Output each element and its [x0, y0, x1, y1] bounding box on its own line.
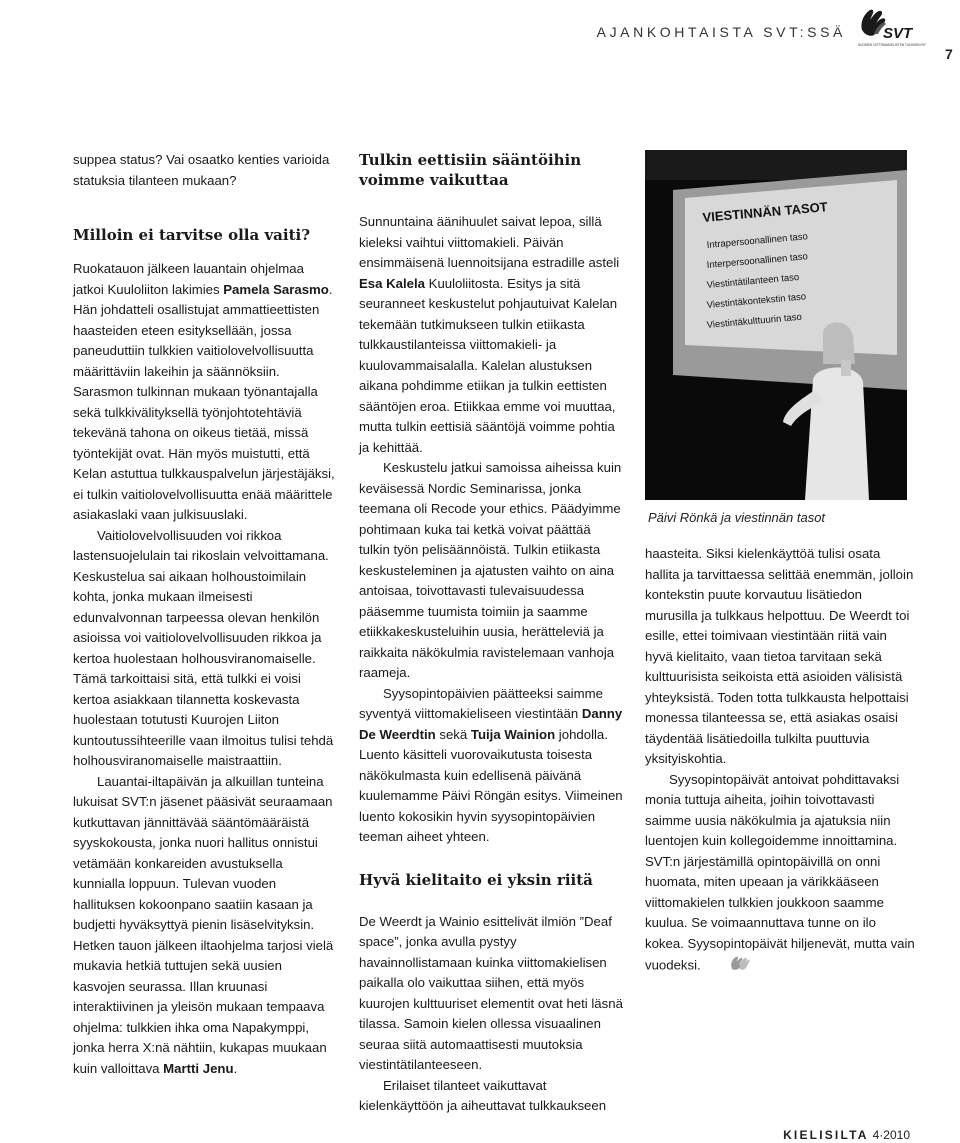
- person-name: Esa Kalela: [359, 275, 425, 291]
- paragraph: Sunnuntaina äänihuulet saivat lepoa, sillä kieleksi vaihtui viittomakieli. Päivän ensimmäisenä luennoitsijana estradille asteli Esa Kalela Kuuloliitosta. Esitys ja sitä seuranneet keskustelut pohjautuivat Kalelan tekemään tutkimukseen tulkin etiikasta tulkkaustilanteissa viittomakieli- ja kuulovammaisalalla. Kalelan alustuksen aikana pohdimme etiikan ja tulkin eettisten sääntöjen eroa. Etiikkaa emme voi muuttaa, mutta tulkin eettisiä sääntöjä voimme pohtia ja kehittää.: [359, 214, 620, 455]
- paragraph: Vaitiolovelvollisuuden voi rikkoa lastensuojelulain tai rikoslain velvoittamana. Keskustelua sai aikaan holhoustoimilain kohta, jonka mukaan ilmeisesti edunvalvonnan tarpeessa olevan henkilön asioissa voi vaitiolovelvollisuuden rikkoa ja kertoa huolestaan holhousviranomaiselle. Tämä tarkoittaisi sitä, että tulkki ei voisi kertoa asiakkaan tilannetta koskevasta huolestaan totutusti Kuurojen Liiton kuntoutussihteerille vaan ilmoitus tulisi tehdä holhousviranomaiselle maistraattiin.: [73, 527, 334, 768]
- paragraph: Syysopintopäivien päätteeksi saimme syventyä viittomakieliseen viestintään Danny De Weerdtin sekä Tuija Wainion johdolla. Luento käsitteli vuorovaikutusta toisesta näkökulmasta kuin edellisenä päivänä kuulemamme Päivi Röngän esitys. Viimeinen luento kokosikin hyvin syysopintopäivien teeman aiheet yhteen.: [359, 685, 623, 844]
- paragraph: Lauantai-iltapäivän ja alkuillan tunteina lukuisat SVT:n jäsenet pääsivät seuraamaan kutkuttavan jännittävää sääntömääräistä syyskokousta, jonka nuori hallitus onnistui vetämään konkareiden avustuksella kunnialla loppuun. Tulevan vuoden hallituksen kokoonpano saatiin kasaan ja budjetti hyväksyttyä pienin lisäselvityksin. Hetken tauon jälkeen iltaohjelma tarjosi vielä mukavia hetkiä tuttujen sekä uusien kasvojen seurassa. Illan kruunasi interaktiivinen ja yleisön mukaan tempaava ohjelma: tulkkien ihka oma Napakymppi, jonka herra X:nä nähtiin, kukapas muukaan kuin valloittava Martti Jenu.: [73, 773, 334, 1076]
- slide-title: VIESTINNÄN TASOT: [701, 199, 829, 225]
- column-3: [645, 544, 915, 979]
- photo-caption: Päivi Rönkä ja viestinnän tasot: [648, 510, 826, 525]
- svt-logo: [856, 4, 926, 48]
- issue-number: 4·2010: [872, 1128, 910, 1142]
- section-title: AJANKOHTAISTA SVT:SSÄ: [596, 24, 846, 40]
- logo-subtext: SUOMEN VIITTOMAKIELISTEN TULKKIEN RY: [858, 43, 926, 47]
- paragraph: Ruokatauon jälkeen lauantain ohjelmaa jatkoi Kuuloliiton lakimies Pamela Sarasmo. Hän johdatteli osallistujat ammattieettisten haasteiden eteen esityksellään, jossa paneuduttiin tulkkien vaitiolovelvollisuutta määrittäviin lakeihin ja säännöksiin. Sarasmon tulkinnan mukaan työnantajalla sekä tulkkivälityksellä työnjohtotehtäviä tekevänä tahona on oikeus tietää, missä työntekijät ovat. Hän myös muistutti, että Kelan astuttua tulkkauspalvelun järjestäjäksi, ei tulkin vaitiolovelvollisuutta enää määrittele asiakaslaki vaan julkisuuslaki.: [73, 261, 335, 522]
- photo: [645, 150, 907, 500]
- person-name: Martti Jenu: [163, 1060, 234, 1076]
- paragraph: haasteita. Siksi kielenkäyttöä tulisi osata hallita ja tarvittaessa selittää enemmän, jolloin kontekstin puute korvautuu lisätiedon murusilla ja tulkkaus helpottuu. De Weerdt toi esille, ettei toimivaan viestintään riitä vain hyvä kielitaito, vaan tietoa tarvitaan sekä kulttuurisista seikoista että asioiden välisistä yhteyksistä. Toden totta tulkkausta helpottaisi monessa tilanteessa se, että asiakas osaisi täydentää lisätiedoilla tulkilta puuttuvia yksityiskohtia.: [645, 546, 914, 766]
- slide-item: Viestintäkontekstin taso: [706, 291, 807, 311]
- paragraph: De Weerdt ja Wainio esittelivät ilmiön ”Deaf space”, jonka avulla pystyy havainnollistamaan kuinka viittomakielisen paikalla olo vaikuttaa siihen, että myös kuurojen kulttuuriset elementit ovat heti läsnä tilassa. Samoin kielen ollessa visuaalinen seuraa siitä automaattisesti muutoksia viestintätilanteeseen.: [359, 913, 623, 1072]
- subheading: Hyvä kielitaito ei yksin riitä: [359, 870, 593, 889]
- page-number: 7: [945, 46, 953, 62]
- column-2: [359, 150, 625, 1117]
- subheading: Milloin ei tarvitse olla vaiti?: [73, 226, 310, 244]
- person-name: Tuija Wainion: [470, 726, 556, 742]
- slide-item: Viestintätilanteen taso: [706, 271, 800, 291]
- person-name: Danny De Weerdtin: [359, 706, 623, 742]
- slide-item: Interpersoonallinen taso: [706, 251, 809, 271]
- paragraph: Syysopintopäivät antoivat pohdittavaksi monia tuttuja aiheita, joihin toivottavasti saimme uusia näkökulmia ja ajatuksia niin luentojen kuin kollegoidemme innoittamina. SVT:n järjestämillä opintopäivillä on onni huomata, miten upeaan ja värikkääseen viittomakielen tulkkien joukkoon saamme kuulua. Se voimaannuttava tunne on ilo kokea. Syysopintopäivät hiljenevät, mutta vain vuodeksi.: [645, 770, 915, 979]
- paragraph: Erilaiset tilanteet vaikuttavat kielenkäyttöön ja aiheuttavat tulkkaukseen: [359, 1077, 607, 1113]
- slide-item: Viestintäkulttuurin taso: [706, 311, 803, 331]
- magazine-name: KIELISILTA: [783, 1128, 869, 1142]
- signing-hands-icon: [705, 954, 751, 979]
- person-name: Pamela Sarasmo: [223, 281, 329, 297]
- column-1: [73, 150, 335, 1079]
- intro-line: suppea status? Vai osaatko kenties varioida: [73, 152, 330, 167]
- paragraph: Keskustelu jatkui samoissa aiheissa kuin keväisessä Nordic Seminarissa, jonka teemana oli Recode your ethics. Päädyimme pohtimaan kuka tai ketkä voivat päättää tulkin työn pelisäännöistä. Tulkin etiikasta keskusteleminen ja ajatusten vaihto on aina antoisaa, toivottavasti tulevaisuudessa pääsemme tuumista toimiin ja saamme etiikkakeskusteluihin uusia, herätteleviä ja raikkaita näkökulmia ravistelemaan vanhoja raameja.: [359, 460, 622, 680]
- intro-line: statuksia tilanteen mukaan?: [73, 172, 237, 188]
- subheading: Tulkin eettisiin sääntöihin voimme vaikuttaa: [359, 151, 582, 189]
- footer: [783, 1128, 910, 1142]
- slide-item: Intrapersoonallinen taso: [706, 231, 809, 251]
- logo-text: SVT: [883, 25, 913, 42]
